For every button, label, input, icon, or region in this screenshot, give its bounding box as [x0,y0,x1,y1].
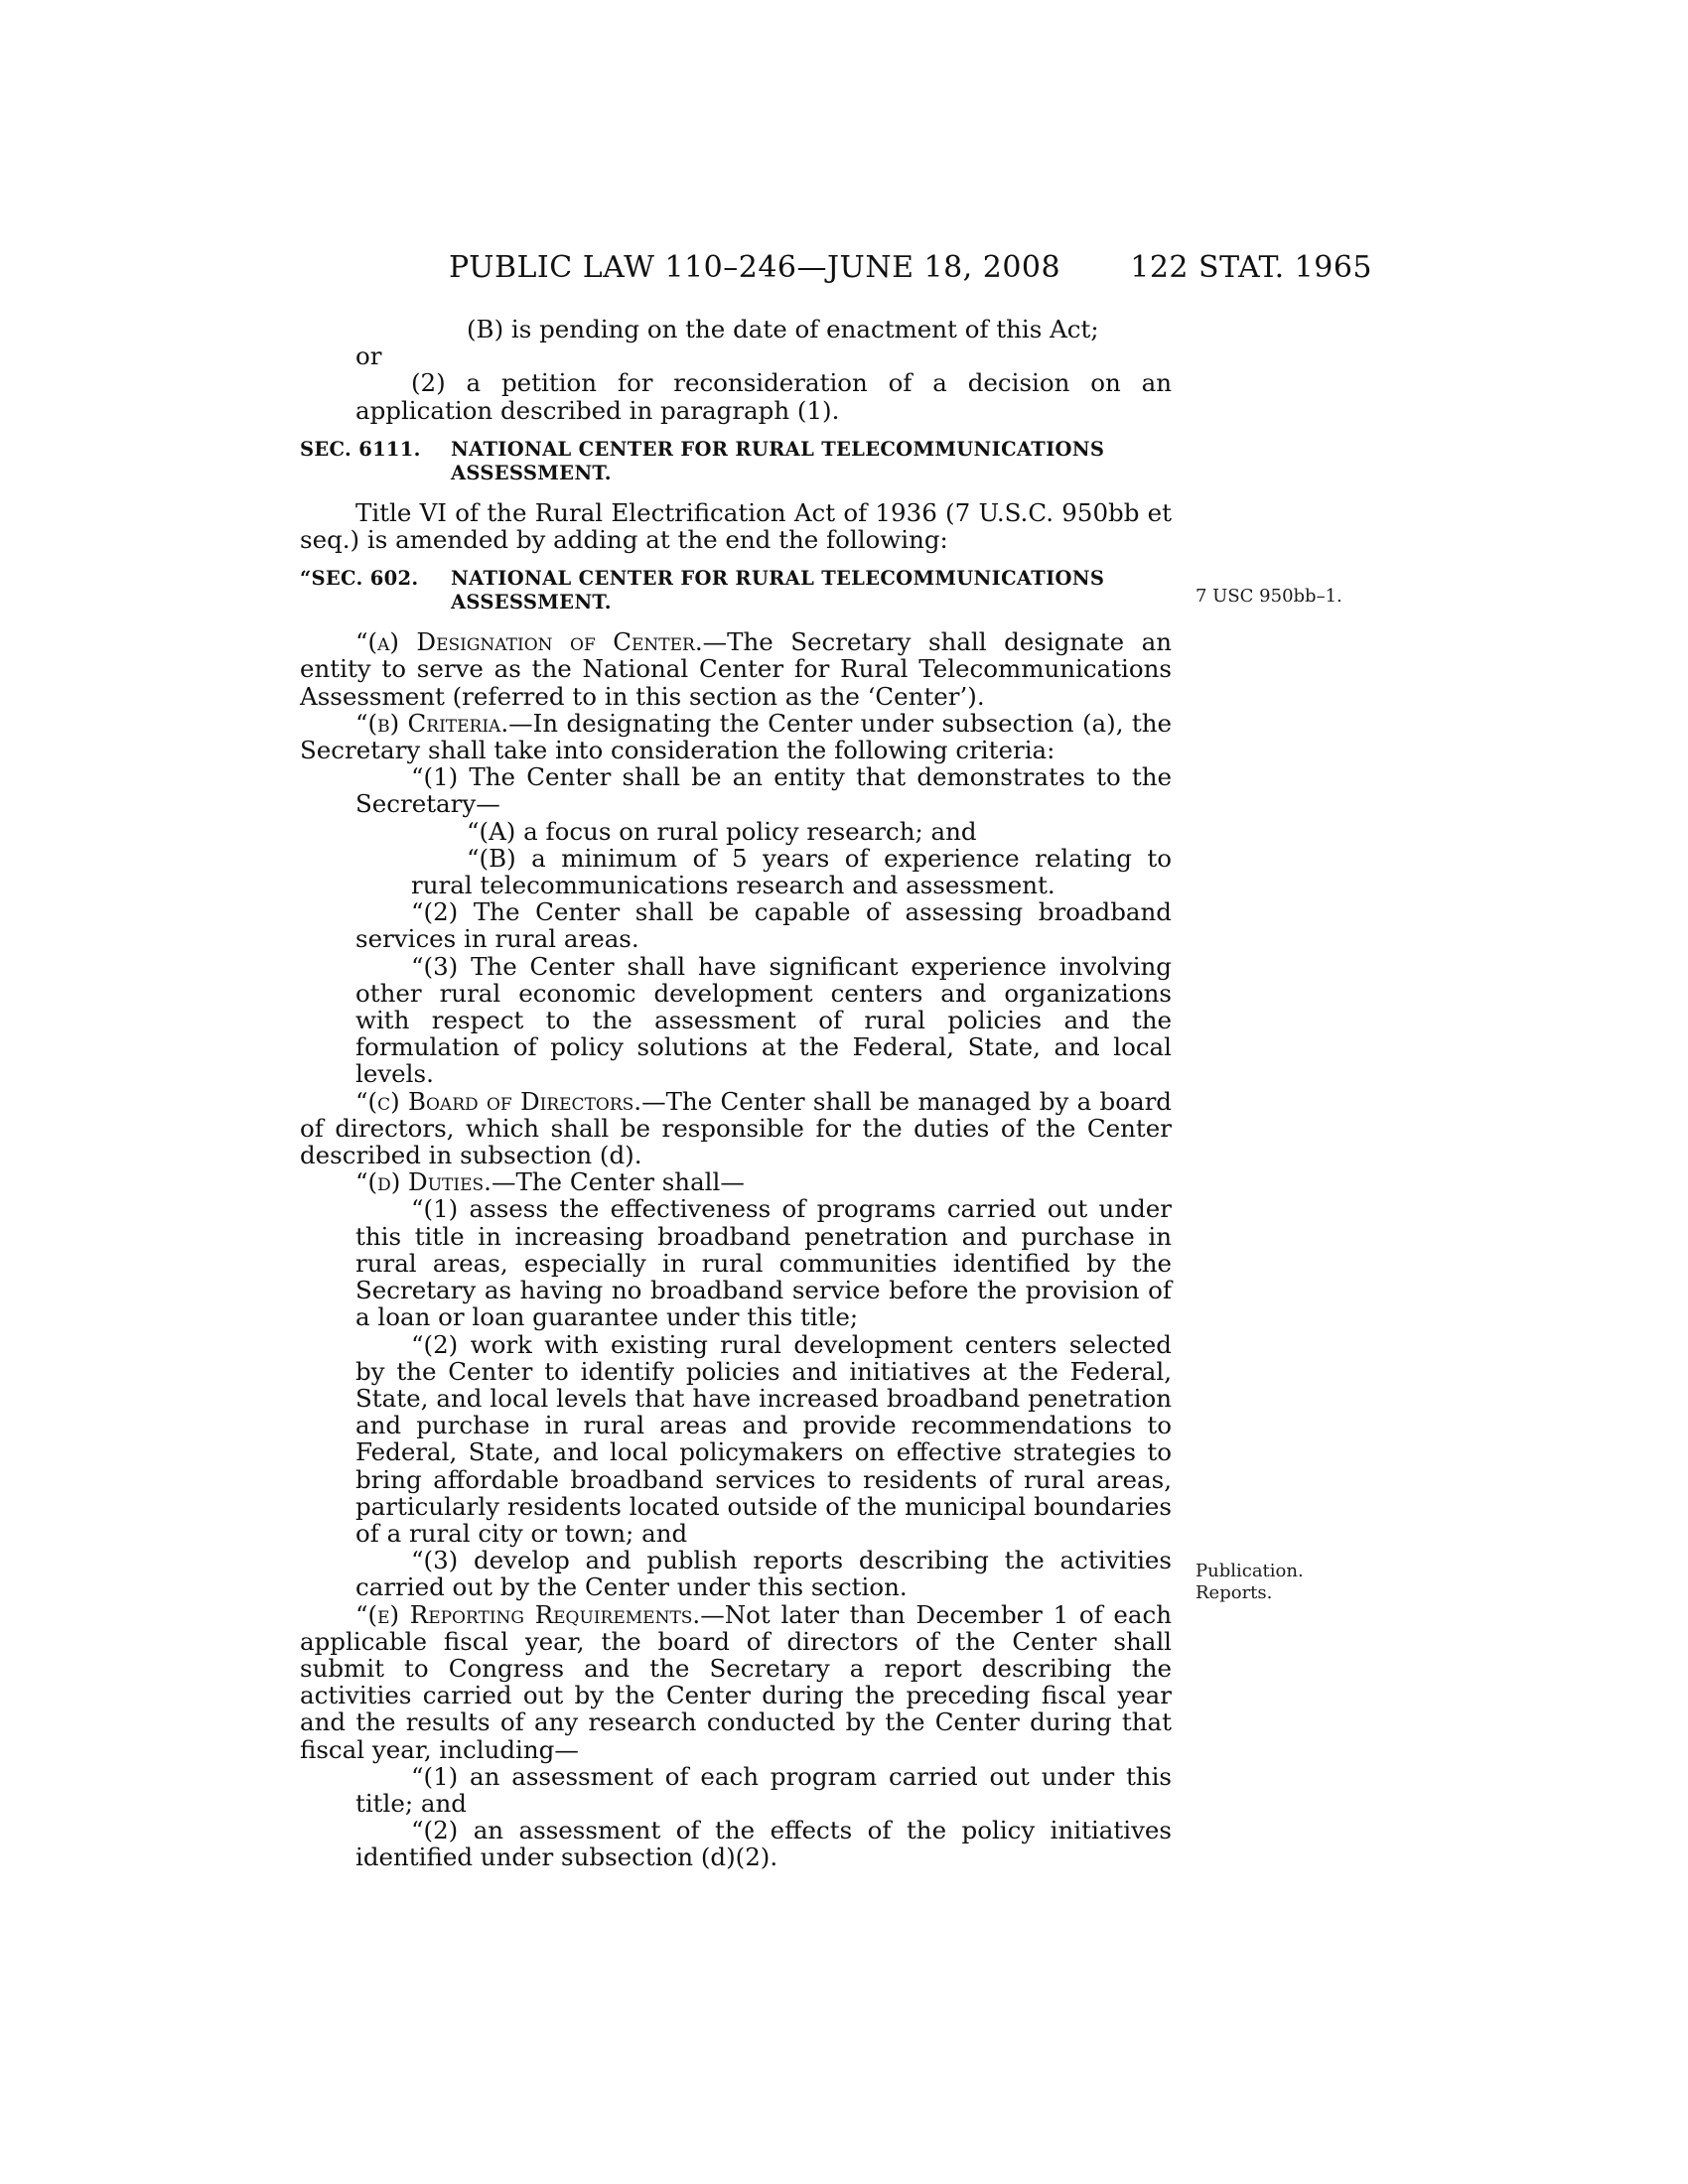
paragraph-e2: “(2) an assessment of the effects of the policy initiatives identified under subsection (d)(2). [355,1816,1172,1872]
paragraph-b1: “(1) The Center shall be an entity that demonstrates to the Secretary— [355,762,1172,819]
public-law-citation: PUBLIC LAW 110–246—JUNE 18, 2008 [449,250,1061,285]
paragraph-2-petition: (2) a petition for reconsideration of a decision on an application described in paragraph (1). [355,368,1172,425]
margin-note-publication: Publication. [1196,1561,1304,1581]
subsection-e-text: —Not later than December 1 of each applicable fiscal year, the board of directors of the Center shall submit to Congress and the Secretary a report describing the activities carried out by the Center during the preceding fiscal year and the results of any research conducted by the Center during that fiscal year, including— [300,1599,1172,1764]
page-header [449,250,1372,290]
paragraph-or: or [355,341,382,371]
paragraph-b1A: “(A) a focus on rural policy research; and [467,816,977,846]
paragraph-d3: “(3) develop and publish reports describing the activities carried out by the Center under this section. [355,1546,1172,1602]
subsection-c-text: —The Center shall be managed by a board of directors, which shall be responsible for the duties of the Center described in subsection (d). [300,1086,1172,1170]
section-6111-heading [300,438,1172,485]
subsection-a-text: —The Secretary shall designate an entity to serve as the National Center for Rural Telecommunications Assessment (referred to in this section as the ‘Center’). [300,627,1173,711]
subsection-a-heading: “(a) Designation of Center. [355,627,703,657]
section-title: NATIONAL CENTER FOR RURAL TELECOMMUNICATIONS ASSESSMENT. [451,437,1105,484]
subsection-d-text: —The Center shall— [491,1167,745,1197]
paragraph-b3: “(3) The Center shall have significant experience involving other rural economic development centers and organizations with respect to the assessment of rural policies and the formulation of policy solutions at the Federal, State, and local levels. [355,951,1172,1089]
margin-note-reports: Reports. [1196,1582,1273,1603]
paragraph-b-pending: (B) is pending on the date of enactment of this Act; [467,315,1099,343]
subsection-b-text: —In designating the Center under subsection (a), the Secretary shall take into consideration the following criteria: [300,708,1172,765]
subsection-c [300,1088,1172,1169]
section-number: SEC. 6111. [300,437,421,461]
margin-note-usc: 7 USC 950bb–1. [1196,586,1342,607]
statute-page-number: 122 STAT. 1965 [1130,250,1372,285]
paragraph-d1: “(1) assess the effectiveness of programs carried out under this title in increasing broadband penetration and purchase in rural areas, especially in rural communities identified by the Secretary as having no broadband service before the provision of a loan or loan guarantee under this title; [355,1194,1172,1332]
paragraph-title-vi: Title VI of the Rural Electrification Act of 1936 (7 U.S.C. 950bb et seq.) is amended by adding at the end the following: [300,497,1172,555]
paragraph-b2: “(2) The Center shall be capable of assessing broadband services in rural areas. [355,897,1172,954]
subsection-d [300,1168,1172,1195]
margin-note-publication-reports [1196,1561,1304,1604]
subsection-a [300,628,1172,710]
paragraph-e1: “(1) an assessment of each program carried out under this title; and [355,1761,1172,1818]
subsection-b [300,710,1172,763]
section-602-heading [300,567,1172,614]
paragraph-b1B: “(B) a minimum of 5 years of experience relating to rural telecommunications research and assessment. [411,843,1172,900]
paragraph-d2: “(2) work with existing rural development centers selected by the Center to identify policies and initiatives at the Federal, State, and local levels that have increased broadband penetration and purchase in rural areas and provide recommendations to Federal, State, and local policymakers on effective strategies to bring affordable broadband services to residents of rural areas, particularly residents located outside of the municipal boundaries of a rural city or town; and [355,1329,1172,1548]
subsection-e [300,1601,1172,1763]
section-number: “SEC. 602. [300,567,419,591]
subsection-d-heading: “(d) Duties. [355,1167,492,1197]
subsection-b-heading: “(b) Criteria. [355,708,509,738]
subsection-e-heading: “(e) Reporting Requirements. [355,1599,701,1629]
section-title: NATIONAL CENTER FOR RURAL TELECOMMUNICATIONS ASSESSMENT. [451,567,1105,614]
document-body [300,316,1172,1871]
subsection-c-heading: “(c) Board of Directors. [355,1086,642,1116]
